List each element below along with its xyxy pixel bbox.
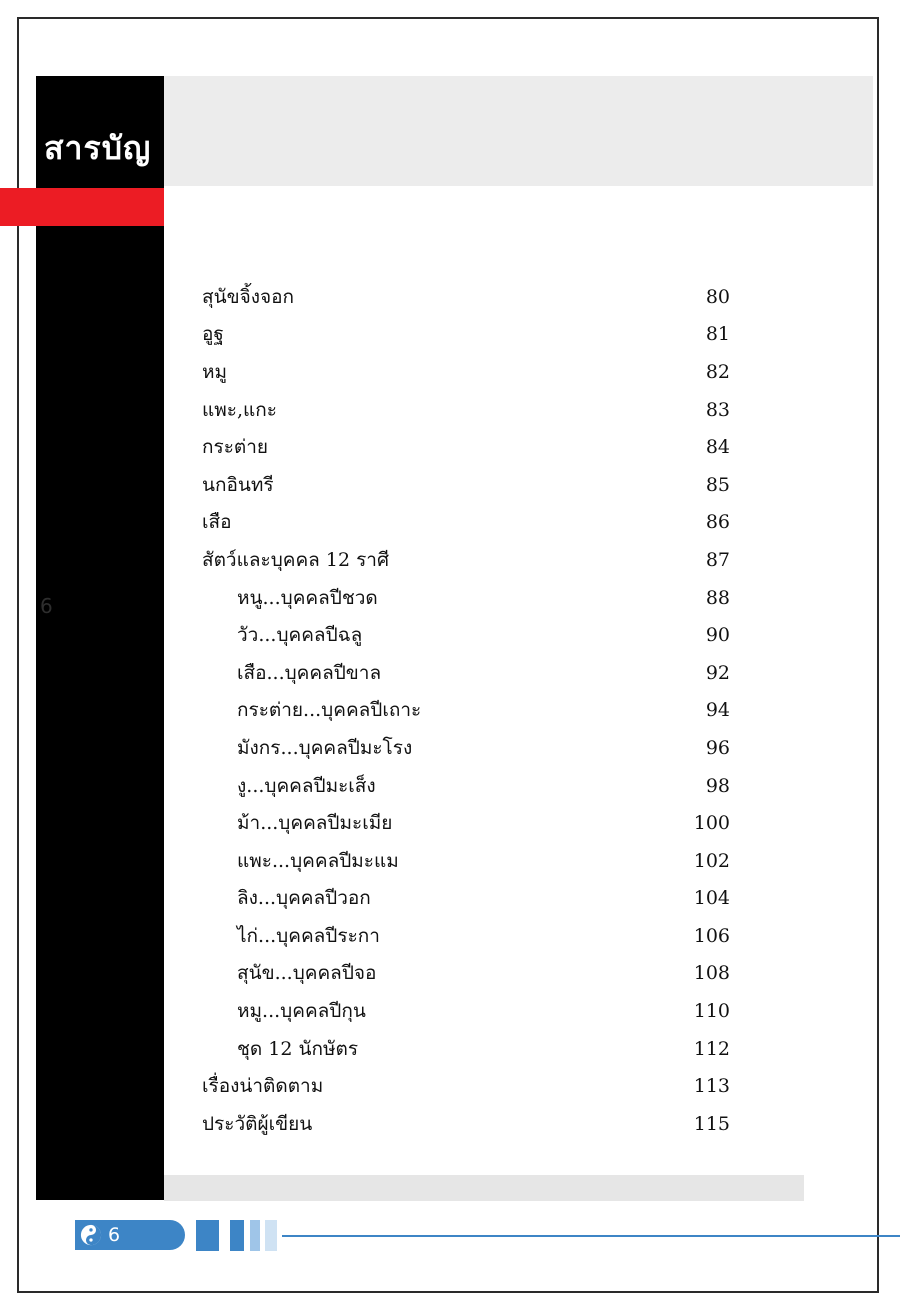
toc-entry-page: 96 bbox=[705, 736, 730, 759]
toc-entry[interactable] bbox=[202, 579, 730, 617]
toc-entry[interactable] bbox=[202, 278, 730, 316]
footer-square-4 bbox=[265, 1220, 277, 1251]
toc-entry[interactable] bbox=[202, 692, 730, 730]
toc-entry-page: 94 bbox=[705, 699, 730, 722]
toc-entry-page: 90 bbox=[705, 624, 730, 647]
toc-entry[interactable] bbox=[202, 842, 730, 880]
toc-entry[interactable] bbox=[202, 955, 730, 993]
toc-entry-title: นกอินทรี bbox=[202, 473, 274, 496]
toc-entry-title: สุนัขจิ้งจอก bbox=[202, 285, 295, 308]
toc-entry[interactable] bbox=[202, 804, 730, 842]
toc-entry[interactable] bbox=[202, 1067, 730, 1105]
footer-square-2 bbox=[230, 1220, 244, 1251]
toc-entry-title: เสือ bbox=[202, 511, 232, 534]
toc-entry[interactable] bbox=[202, 428, 730, 466]
toc-entry-page: 81 bbox=[705, 323, 730, 346]
toc-entry-title: สุนัข...บุคคลปีจอ bbox=[237, 962, 377, 985]
toc-entry[interactable] bbox=[202, 1030, 730, 1068]
toc-entry-page: 110 bbox=[693, 1000, 730, 1023]
header-band bbox=[164, 76, 873, 186]
bottom-band bbox=[164, 1175, 804, 1201]
toc-entry-title: ม้า...บุคคลปีมะเมีย bbox=[237, 812, 393, 835]
toc-entry-page: 92 bbox=[705, 661, 730, 684]
toc-entry-title: ไก่...บุคคลปีระกา bbox=[237, 924, 380, 947]
toc-entry-page: 112 bbox=[693, 1037, 730, 1060]
toc-entry-title: ชุด 12 นักษัตร bbox=[237, 1037, 359, 1060]
toc-entry-title: ลิง...บุคคลปีวอก bbox=[237, 887, 371, 910]
toc-entry-title: สัตว์และบุคคล 12 ราศี bbox=[202, 548, 390, 571]
toc-entry-page: 82 bbox=[705, 360, 730, 383]
toc-entry-page: 84 bbox=[705, 436, 730, 459]
footer-page-badge bbox=[75, 1220, 185, 1250]
toc-entry-page: 88 bbox=[705, 586, 730, 609]
table-of-contents bbox=[202, 278, 730, 1143]
toc-entry-page: 106 bbox=[693, 924, 730, 947]
toc-entry-title: ประวัติผู้เขียน bbox=[202, 1112, 313, 1135]
footer-square-1 bbox=[196, 1220, 219, 1251]
toc-entry[interactable] bbox=[202, 616, 730, 654]
toc-entry-title: กระต่าย...บุคคลปีเถาะ bbox=[237, 699, 422, 722]
yin-yang-icon bbox=[80, 1224, 102, 1246]
toc-entry[interactable] bbox=[202, 504, 730, 542]
toc-entry-title: กระต่าย bbox=[202, 436, 269, 459]
toc-entry[interactable] bbox=[202, 729, 730, 767]
toc-entry[interactable] bbox=[202, 992, 730, 1030]
toc-entry-title: แพะ...บุคคลปีมะแม bbox=[237, 849, 399, 872]
toc-entry[interactable] bbox=[202, 917, 730, 955]
toc-entry-page: 102 bbox=[693, 849, 730, 872]
red-accent-bar bbox=[0, 188, 164, 226]
toc-entry-title: หนู...บุคคลปีชวด bbox=[237, 586, 378, 609]
toc-entry-page: 85 bbox=[705, 473, 730, 496]
toc-entry-title: งู...บุคคลปีมะเส็ง bbox=[237, 774, 376, 797]
toc-entry-page: 87 bbox=[705, 548, 730, 571]
footer-square-3 bbox=[250, 1220, 260, 1251]
toc-entry[interactable] bbox=[202, 880, 730, 918]
toc-entry-page: 104 bbox=[693, 887, 730, 910]
toc-entry-page: 113 bbox=[693, 1075, 730, 1098]
toc-entry[interactable] bbox=[202, 1105, 730, 1143]
toc-entry-title: เรื่องน่าติดตาม bbox=[202, 1075, 324, 1098]
toc-entry[interactable] bbox=[202, 353, 730, 391]
toc-entry[interactable] bbox=[202, 541, 730, 579]
toc-entry-title: มังกร...บุคคลปีมะโรง bbox=[237, 736, 413, 759]
toc-entry[interactable] bbox=[202, 391, 730, 429]
page-number: 6 bbox=[108, 1224, 121, 1246]
toc-entry-page: 83 bbox=[705, 398, 730, 421]
toc-entry-title: หมู...บุคคลปีกุน bbox=[237, 1000, 366, 1023]
toc-entry-title: หมู bbox=[202, 360, 228, 383]
footer-rule bbox=[282, 1235, 900, 1237]
toc-entry[interactable] bbox=[202, 654, 730, 692]
toc-entry-page: 80 bbox=[705, 285, 730, 308]
side-page-number: 6 bbox=[40, 594, 53, 618]
toc-entry-title: เสือ...บุคคลปีขาล bbox=[237, 661, 382, 684]
toc-entry-page: 115 bbox=[693, 1112, 730, 1135]
toc-entry[interactable] bbox=[202, 767, 730, 805]
side-black-bar bbox=[36, 76, 164, 1200]
toc-entry-page: 98 bbox=[705, 774, 730, 797]
toc-entry[interactable] bbox=[202, 316, 730, 354]
toc-entry-page: 100 bbox=[693, 812, 730, 835]
page-title: สารบัญ bbox=[44, 129, 152, 167]
toc-entry-title: แพะ,แกะ bbox=[202, 398, 277, 421]
toc-entry-title: วัว...บุคคลปีฉลู bbox=[237, 624, 363, 647]
toc-entry-page: 108 bbox=[693, 962, 730, 985]
toc-entry-page: 86 bbox=[705, 511, 730, 534]
toc-entry[interactable] bbox=[202, 466, 730, 504]
toc-entry-title: อูฐ bbox=[202, 323, 224, 346]
